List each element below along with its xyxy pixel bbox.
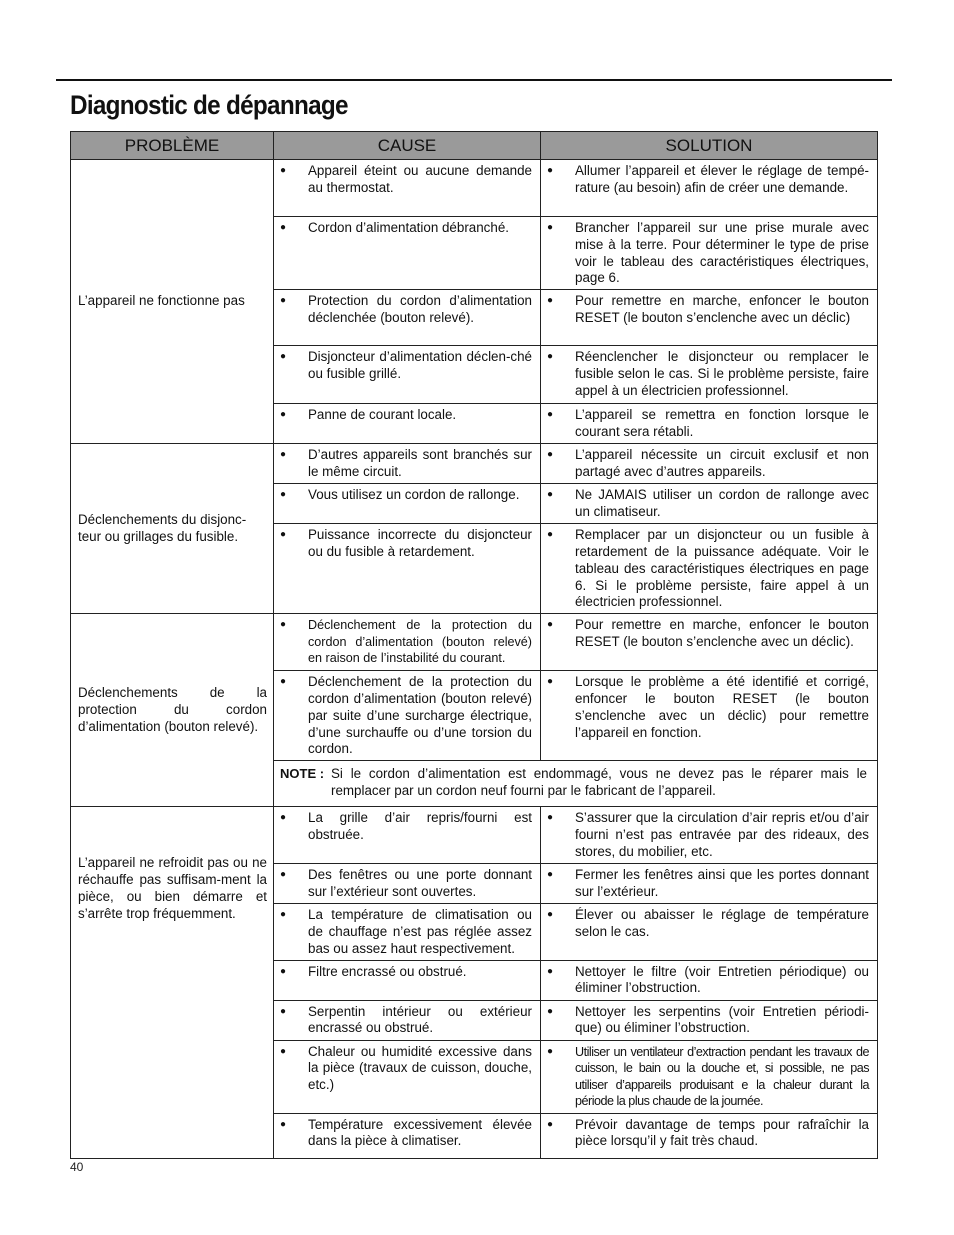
bullet-icon: ●: [280, 409, 287, 421]
cause-text: Chaleur ou humidité excessive dans la pièce (travaux de cuisson, douche, etc.): [308, 1043, 532, 1093]
table-header-row: [71, 132, 878, 160]
bullet-icon: ●: [547, 812, 554, 824]
bullet-icon: ●: [547, 529, 554, 541]
cause-text: Vous utilisez un cordon de rallonge.: [308, 487, 520, 503]
bullet-icon: ●: [547, 409, 554, 421]
cause-text: Puissance incorrecte du disjoncteur ou du fusible à retardement.: [308, 527, 532, 559]
bullet-icon: ●: [547, 295, 554, 307]
troubleshooting-table: [70, 131, 878, 1159]
table-row: [71, 807, 878, 864]
bullet-icon: ●: [547, 619, 554, 631]
solution-text: Brancher l’appareil sur une prise murale avec mise à la terre. Pour déterminer le type de prise voir le tableau des caractéristiques électriques, page 6.: [575, 220, 869, 286]
solution-text: Allumer l’appareil et élever le réglage de tempé-rature (au besoin) afin de créer une demande.: [575, 163, 869, 195]
cause-text: Température excessivement élevée dans la pièce à climatiser.: [308, 1116, 532, 1149]
bullet-icon: ●: [547, 1118, 554, 1130]
solution-cell: [541, 1000, 878, 1040]
bullet-icon: ●: [547, 869, 554, 881]
cause-cell: [274, 290, 541, 346]
solution-cell: [541, 1040, 878, 1113]
cause-text: Des fenêtres ou une porte donnant sur l’extérieur sont ouvertes.: [308, 867, 532, 899]
bullet-icon: ●: [280, 1045, 287, 1057]
solution-cell: [541, 864, 878, 904]
solution-text: Lorsque le problème a été identifié et corrigé, enfoncer le bouton RESET (le bouton s’enclenche avec un déclic) pour remettre l’appareil en fonction.: [575, 674, 869, 740]
solution-text: S’assurer que la circulation d’air repris et/ou d’air fourni n’est pas entravée par des rideaux, des stores, du mobilier, etc.: [575, 810, 869, 859]
bullet-icon: ●: [280, 489, 287, 501]
bullet-icon: ●: [280, 619, 287, 631]
note-cell: [274, 761, 878, 807]
solution-cell: [541, 444, 878, 484]
solution-cell: [541, 484, 878, 524]
note-label: NOTE :: [280, 766, 325, 782]
solution-cell: [541, 160, 878, 217]
solution-text: Ne JAMAIS utiliser un cordon de rallonge avec un climatiseur.: [575, 487, 869, 519]
solution-text: Remplacer par un disjoncteur ou un fusible à retardement de la puissance adéquate. Voir le tableau des caractéristiques électriques en page 6. Si le problème persiste, faire appel à un électricien professionnel.: [575, 527, 869, 610]
bullet-icon: ●: [280, 295, 287, 307]
solution-cell: [541, 524, 878, 614]
bullet-icon: ●: [547, 165, 554, 176]
solution-cell: [541, 671, 878, 761]
solution-text: L’appareil se remettra en fonction lorsque le courant sera rétabli.: [575, 407, 869, 439]
cause-cell: [274, 484, 541, 524]
cause-text: Panne de courant locale.: [308, 407, 457, 423]
cause-text: La grille d’air repris/fourni est obstruée.: [308, 810, 532, 842]
bullet-icon: ●: [280, 165, 287, 176]
solution-cell: [541, 404, 878, 444]
bullet-icon: ●: [280, 222, 287, 233]
cause-cell: [274, 1000, 541, 1040]
problem-text: Déclenchements du disjonc-teur ou grillages du fusible.: [78, 511, 247, 544]
cause-text: Déclenchement de la protection du cordon d’alimentation (bouton relevé) en raison de l’instabilité du courant.: [308, 618, 532, 666]
solution-text: Utiliser un ventilateur d’extraction pendant les travaux de cuisson, le bain ou la douche et, si possible, ne pas utiliser d’appareils produisant e la chaleur durant la période la plus chaude de la journée.: [575, 1044, 869, 1109]
cause-cell: [274, 404, 541, 444]
cause-cell: [274, 346, 541, 404]
problem-text: L’appareil ne fonctionne pas: [78, 293, 245, 309]
bullet-icon: ●: [547, 676, 554, 688]
table-row: [71, 160, 878, 217]
bullet-icon: ●: [280, 965, 287, 977]
solution-cell: [541, 217, 878, 290]
bullet-icon: ●: [547, 909, 554, 921]
cause-cell: [274, 671, 541, 761]
bullet-icon: ●: [280, 529, 287, 541]
bullet-icon: ●: [280, 351, 287, 363]
problem-cell: [71, 444, 274, 614]
solution-cell: [541, 290, 878, 346]
cause-text: Protection du cordon d’alimentation déclenchée (bouton relevé).: [308, 293, 532, 325]
page-number: 40: [70, 1160, 84, 1174]
cause-cell: [274, 160, 541, 217]
solution-cell: [541, 346, 878, 404]
problem-header: PROBLÈME: [71, 132, 274, 160]
bullet-icon: ●: [280, 1118, 287, 1130]
cause-text: La température de climatisation ou de chauffage n’est pas réglée assez bas ou assez haut respectivement.: [308, 907, 532, 956]
cause-text: Déclenchement de la protection du cordon d’alimentation (bouton relevé) par suite d’une surcharge électrique, d’une surchauffe ou d’une torsion du cordon.: [308, 674, 532, 757]
bullet-icon: ●: [280, 1005, 287, 1017]
problem-text: Déclenchements de la protection du cordon d’alimentation (bouton relevé).: [78, 684, 267, 734]
bullet-icon: ●: [547, 489, 554, 501]
note-text: Si le cordon d’alimentation est endommagé, vous ne devez pas le réparer mais le remplacer par un cordon neuf fourni par le fabricant de l’appareil.: [331, 766, 867, 798]
solution-text: Élever ou abaisser le réglage de température selon le cas.: [575, 907, 869, 939]
bullet-icon: ●: [547, 965, 554, 977]
cause-cell: [274, 524, 541, 614]
problem-cell: [71, 807, 274, 1158]
cause-text: Serpentin intérieur ou extérieur encrassé ou obstrué.: [308, 1003, 532, 1036]
cause-header: CAUSE: [274, 132, 541, 160]
solution-text: Pour remettre en marche, enfoncer le bouton RESET (le bouton s’enclenche avec un déclic): [575, 293, 869, 325]
solution-cell: [541, 614, 878, 671]
solution-text: L’appareil nécessite un circuit exclusif et non partagé avec d’autres appareils.: [575, 447, 869, 479]
problem-text: L’appareil ne refroidit pas ou ne réchauffe pas suffisam-ment la pièce, ou bien démarre et s’arrête trop fréquemment.: [78, 855, 267, 921]
cause-cell: [274, 1113, 541, 1158]
cause-text: Cordon d’alimentation débranché.: [308, 220, 509, 235]
solution-text: Prévoir davantage de temps pour rafraîchir la pièce lorsqu’il y fait très chaud.: [575, 1116, 869, 1149]
cause-cell: [274, 614, 541, 671]
cause-cell: [274, 807, 541, 864]
solution-cell: [541, 807, 878, 864]
bullet-icon: ●: [547, 1005, 554, 1017]
cause-cell: [274, 960, 541, 1000]
cause-cell: [274, 444, 541, 484]
bullet-icon: ●: [547, 449, 554, 461]
solution-cell: [541, 960, 878, 1000]
table-row: [71, 614, 878, 671]
problem-cell: [71, 160, 274, 444]
bullet-icon: ●: [280, 869, 287, 881]
cause-text: D’autres appareils sont branchés sur le même circuit.: [308, 447, 532, 479]
bullet-icon: ●: [280, 449, 287, 461]
cause-cell: [274, 864, 541, 904]
bullet-icon: ●: [547, 222, 554, 233]
solution-text: Pour remettre en marche, enfoncer le bouton RESET (le bouton s’enclenche avec un déclic).: [575, 617, 869, 649]
cause-text: Appareil éteint ou aucune demande au thermostat.: [308, 163, 532, 195]
cause-cell: [274, 217, 541, 290]
solution-header: SOLUTION: [541, 132, 878, 160]
cause-cell: [274, 1040, 541, 1113]
problem-cell: [71, 614, 274, 807]
page-title: Diagnostic de dépannage: [70, 90, 348, 120]
cause-text: Filtre encrassé ou obstrué.: [308, 963, 467, 979]
bullet-icon: ●: [280, 676, 287, 688]
solution-text: Fermer les fenêtres ainsi que les portes donnant sur l’extérieur.: [575, 867, 869, 899]
bullet-icon: ●: [280, 909, 287, 921]
solution-cell: [541, 1113, 878, 1158]
solution-cell: [541, 904, 878, 960]
bullet-icon: ●: [547, 1045, 553, 1057]
cause-cell: [274, 904, 541, 960]
solution-text: Nettoyer les serpentins (voir Entretien périodi-que) ou éliminer l’obstruction.: [575, 1003, 869, 1036]
solution-text: Réenclencher le disjoncteur ou remplacer le fusible selon le cas. Si le problème persiste, faire appel à un électricien professionnel.: [575, 349, 869, 398]
table-row: [71, 444, 878, 484]
cause-text: Disjoncteur d’alimentation déclen-ché ou fusible grillé.: [308, 349, 532, 381]
solution-text: Nettoyer le filtre (voir Entretien périodique) ou éliminer l’obstruction.: [575, 963, 869, 996]
bullet-icon: ●: [547, 351, 554, 363]
bullet-icon: ●: [280, 812, 287, 824]
top-rule: [56, 79, 892, 81]
